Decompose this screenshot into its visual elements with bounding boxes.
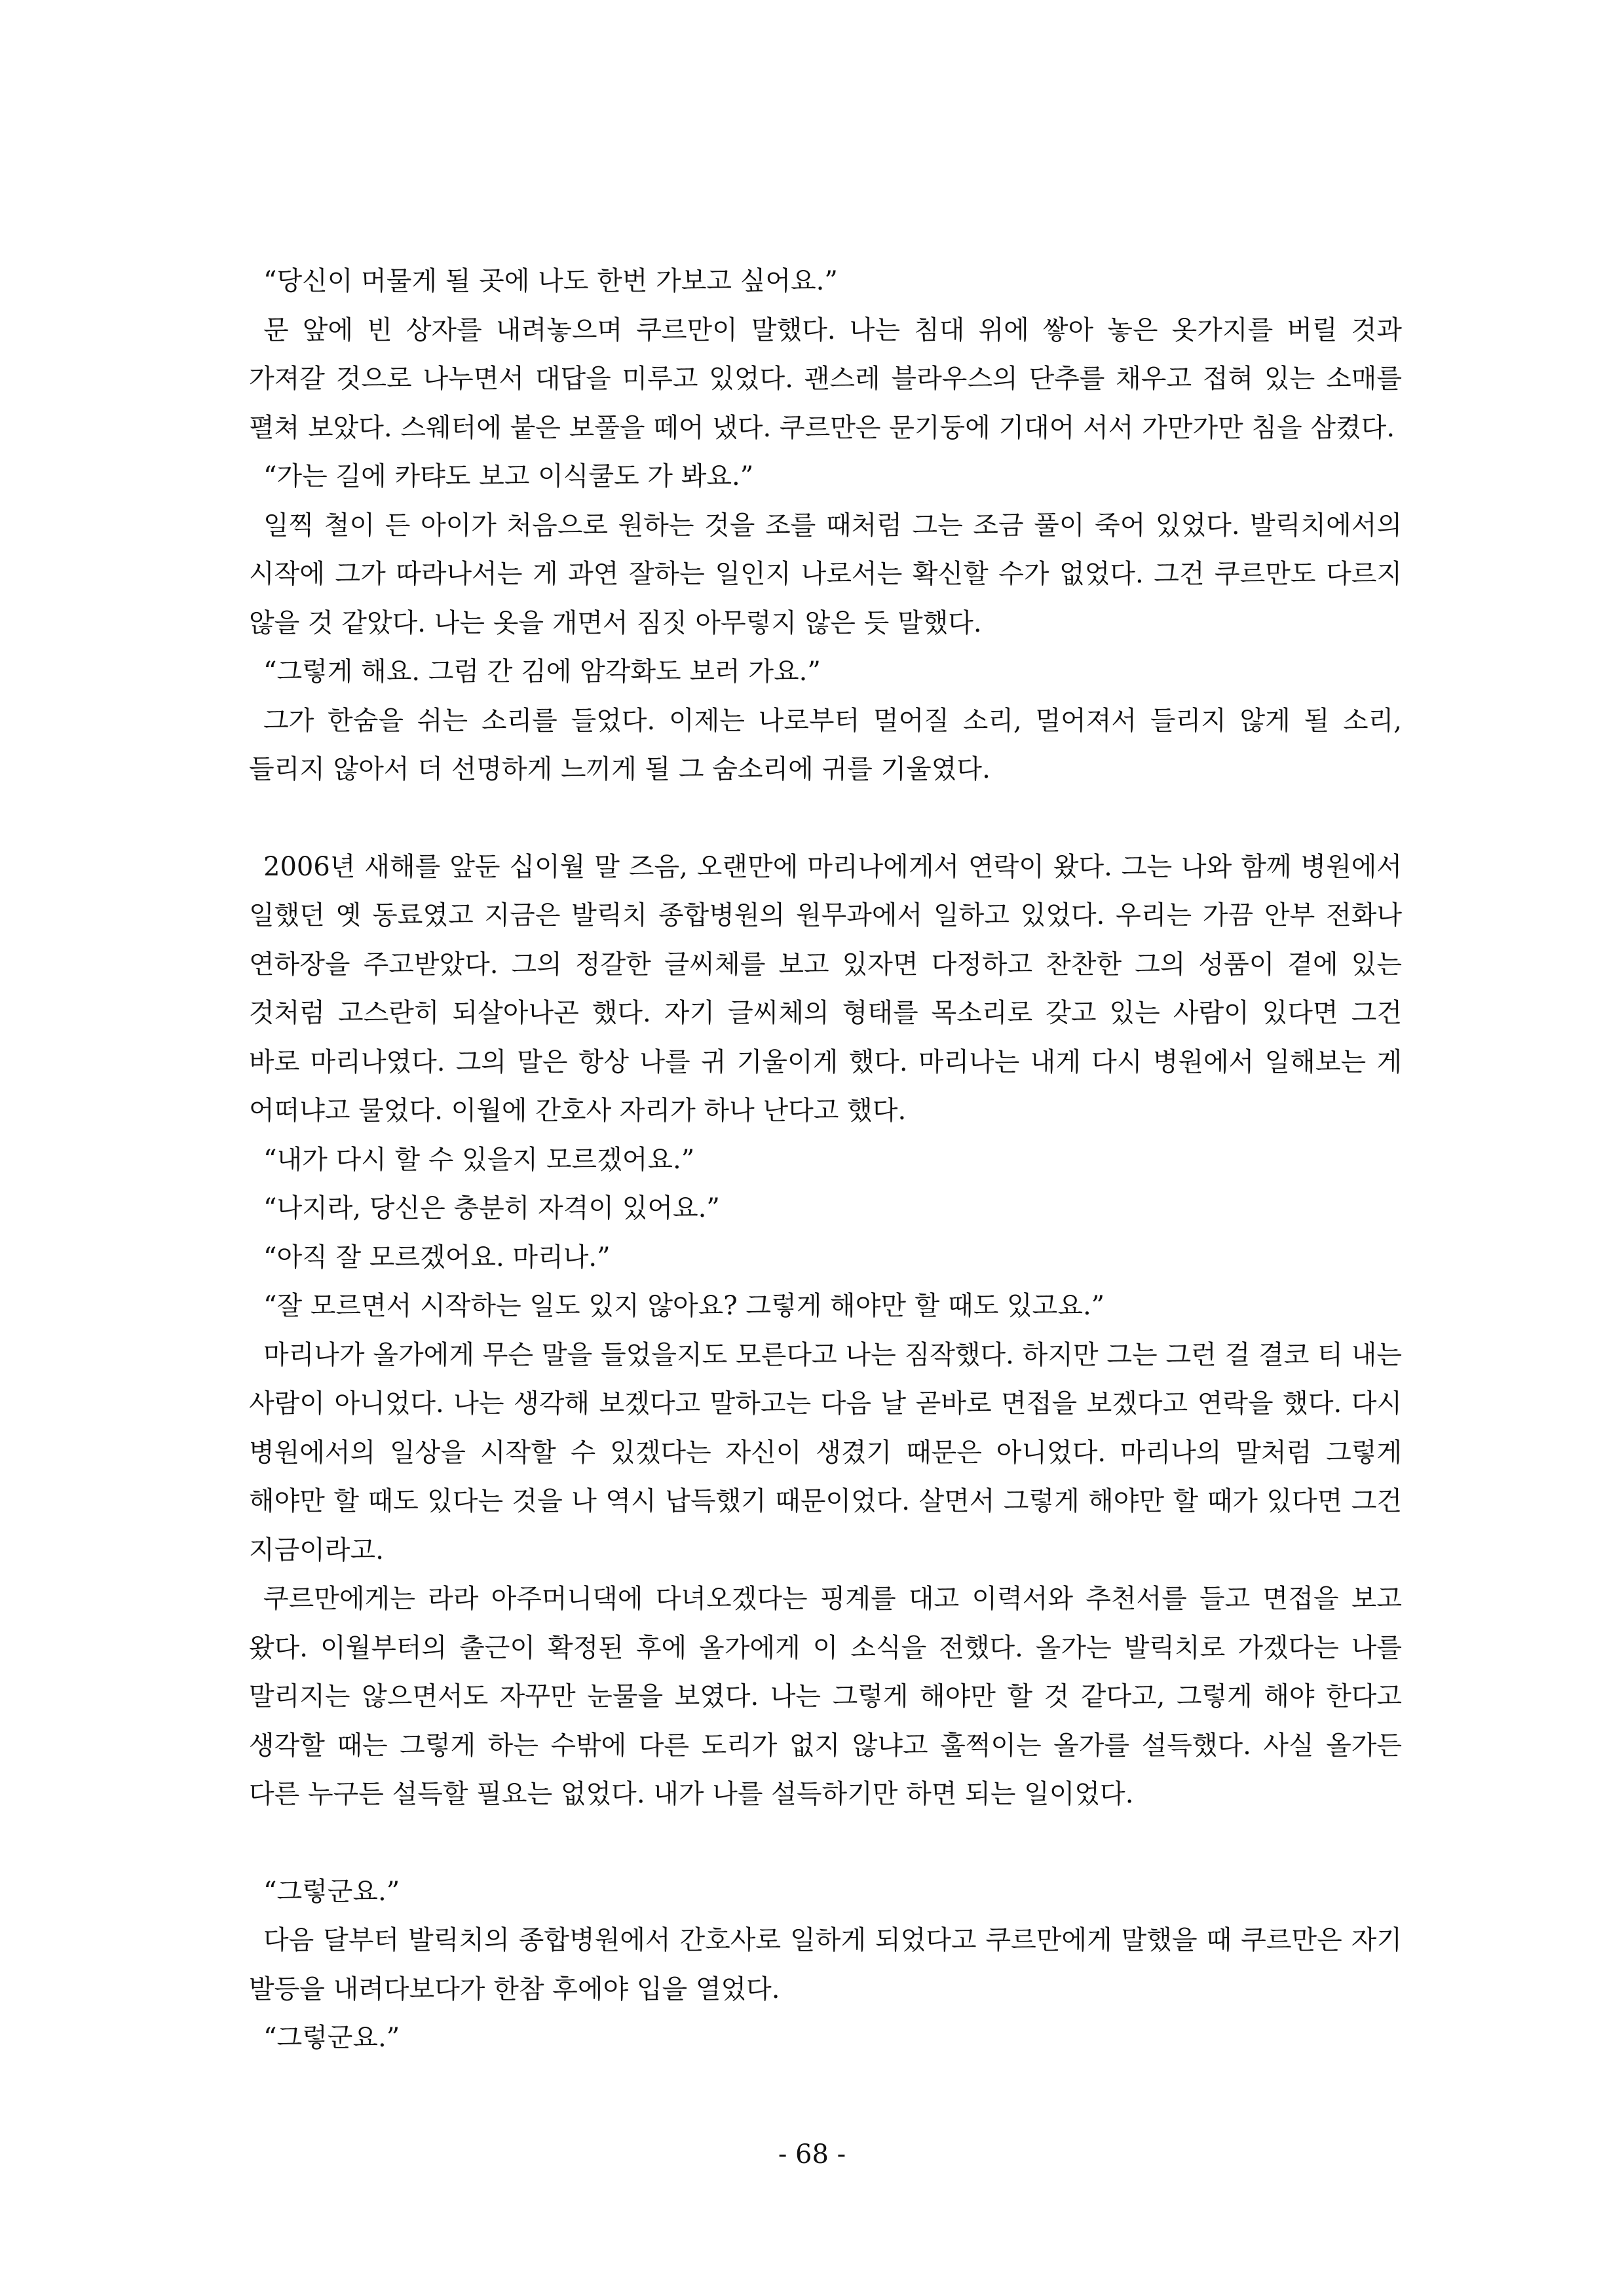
text-section-2: [249, 843, 1402, 1819]
paragraph: 쿠르만에게는 라라 아주머니댁에 다녀오겠다는 핑계를 대고 이력서와 추천서를 들고 면접을 보고 왔다. 이월부터의 출근이 확정된 후에 올가에게 이 소식을 전했다. 올가는 발릭치로 가겠다는 나를 말리지는 않으면서도 자꾸만 눈물을 보였다. 나는 그렇게 해야만 할 것 같다고, 그렇게 해야 한다고 생각할 때는 그렇게 하는 수밖에 다른 도리가 없지 않냐고 훌쩍이는 올가를 설득했다. 사실 올가든 다른 누구든 설득할 필요는 없었다. 내가 나를 설득하기만 하면 되는 일이었다.: [249, 1584, 1402, 1809]
text-section-1: [249, 257, 1402, 794]
paragraph: “잘 모르면서 시작하는 일도 있지 않아요? 그렇게 해야만 할 때도 있고요.”: [263, 1291, 1105, 1321]
page-number: - 68 -: [778, 2139, 846, 2170]
paragraph: 마리나가 올가에게 무슨 말을 들었을지도 모른다고 나는 짐작했다. 하지만 그는 그런 걸 결코 티 내는 사람이 아니었다. 나는 생각해 보겠다고 말하고는 다음 날 곧바로 면접을 보겠다고 연락을 했다. 다시 병원에서의 일상을 시작할 수 있겠다는 자신이 생겼기 때문은 아니었다. 마리나의 말처럼 그렇게 해야만 할 때도 있다는 것을 나 역시 납득했기 때문이었다. 살면서 그렇게 해야만 할 때가 있다면 그건 지금이라고.: [249, 1339, 1402, 1565]
paragraph: “가는 길에 카탸도 보고 이식쿨도 가 봐요.”: [263, 461, 754, 491]
page-body: [249, 257, 1402, 2063]
paragraph: 그가 한숨을 쉬는 소리를 들었다. 이제는 나로부터 멀어질 소리, 멀어져서 들리지 않게 될 소리, 들리지 않아서 더 선명하게 느끼게 될 그 숨소리에 귀를 기울였다.: [249, 705, 1402, 784]
paragraph: “그렇군요.”: [263, 2023, 400, 2053]
section-break: [249, 794, 1402, 843]
paragraph: “당신이 머물게 될 곳에 나도 한번 가보고 싶어요.”: [263, 266, 838, 296]
text-section-3: [249, 1867, 1402, 2063]
paragraph: 문 앞에 빈 상자를 내려놓으며 쿠르만이 말했다. 나는 침대 위에 쌓아 놓은 옷가지를 버릴 것과 가져갈 것으로 나누면서 대답을 미루고 있었다. 괜스레 블라우스의 단추를 채우고 접혀 있는 소매를 펼쳐 보았다. 스웨터에 붙은 보풀을 떼어 냈다. 쿠르만은 문기둥에 기대어 서서 가만가만 침을 삼켰다.: [249, 315, 1402, 443]
paragraph: “내가 다시 할 수 있을지 모르겠어요.”: [263, 1144, 695, 1175]
section-break: [249, 1819, 1402, 1867]
paragraph: 일찍 철이 든 아이가 처음으로 원하는 것을 조를 때처럼 그는 조금 풀이 죽어 있었다. 발릭치에서의 시작에 그가 따라나서는 게 과연 잘하는 일인지 나로서는 확신할 수가 없었다. 그건 쿠르만도 다르지 않을 것 같았다. 나는 옷을 개면서 짐짓 아무렇지 않은 듯 말했다.: [249, 510, 1402, 638]
paragraph: “그렇군요.”: [263, 1876, 400, 1907]
paragraph: “아직 잘 모르겠어요. 마리나.”: [263, 1242, 611, 1272]
paragraph: “그렇게 해요. 그럼 간 김에 암각화도 보러 가요.”: [263, 657, 821, 687]
paragraph: 다음 달부터 발릭치의 종합병원에서 간호사로 일하게 되었다고 쿠르만에게 말했을 때 쿠르만은 자기 발등을 내려다보다가 한참 후에야 입을 열었다.: [249, 1925, 1402, 2004]
paragraph: “나지라, 당신은 충분히 자격이 있어요.”: [263, 1193, 720, 1223]
paragraph: 2006년 새해를 앞둔 십이월 말 즈음, 오랜만에 마리나에게서 연락이 왔다. 그는 나와 함께 병원에서 일했던 옛 동료였고 지금은 발릭치 종합병원의 원무과에서 일하고 있었다. 우리는 가끔 안부 전화나 연하장을 주고받았다. 그의 정갈한 글씨체를 보고 있자면 다정하고 찬찬한 그의 성품이 곁에 있는 것처럼 고스란히 되살아나곤 했다. 자기 글씨체의 형태를 목소리로 갖고 있는 사람이 있다면 그건 바로 마리나였다. 그의 말은 항상 나를 귀 기울이게 했다. 마리나는 내게 다시 병원에서 일해보는 게 어떠냐고 물었다. 이월에 간호사 자리가 하나 난다고 했다.: [249, 851, 1402, 1126]
